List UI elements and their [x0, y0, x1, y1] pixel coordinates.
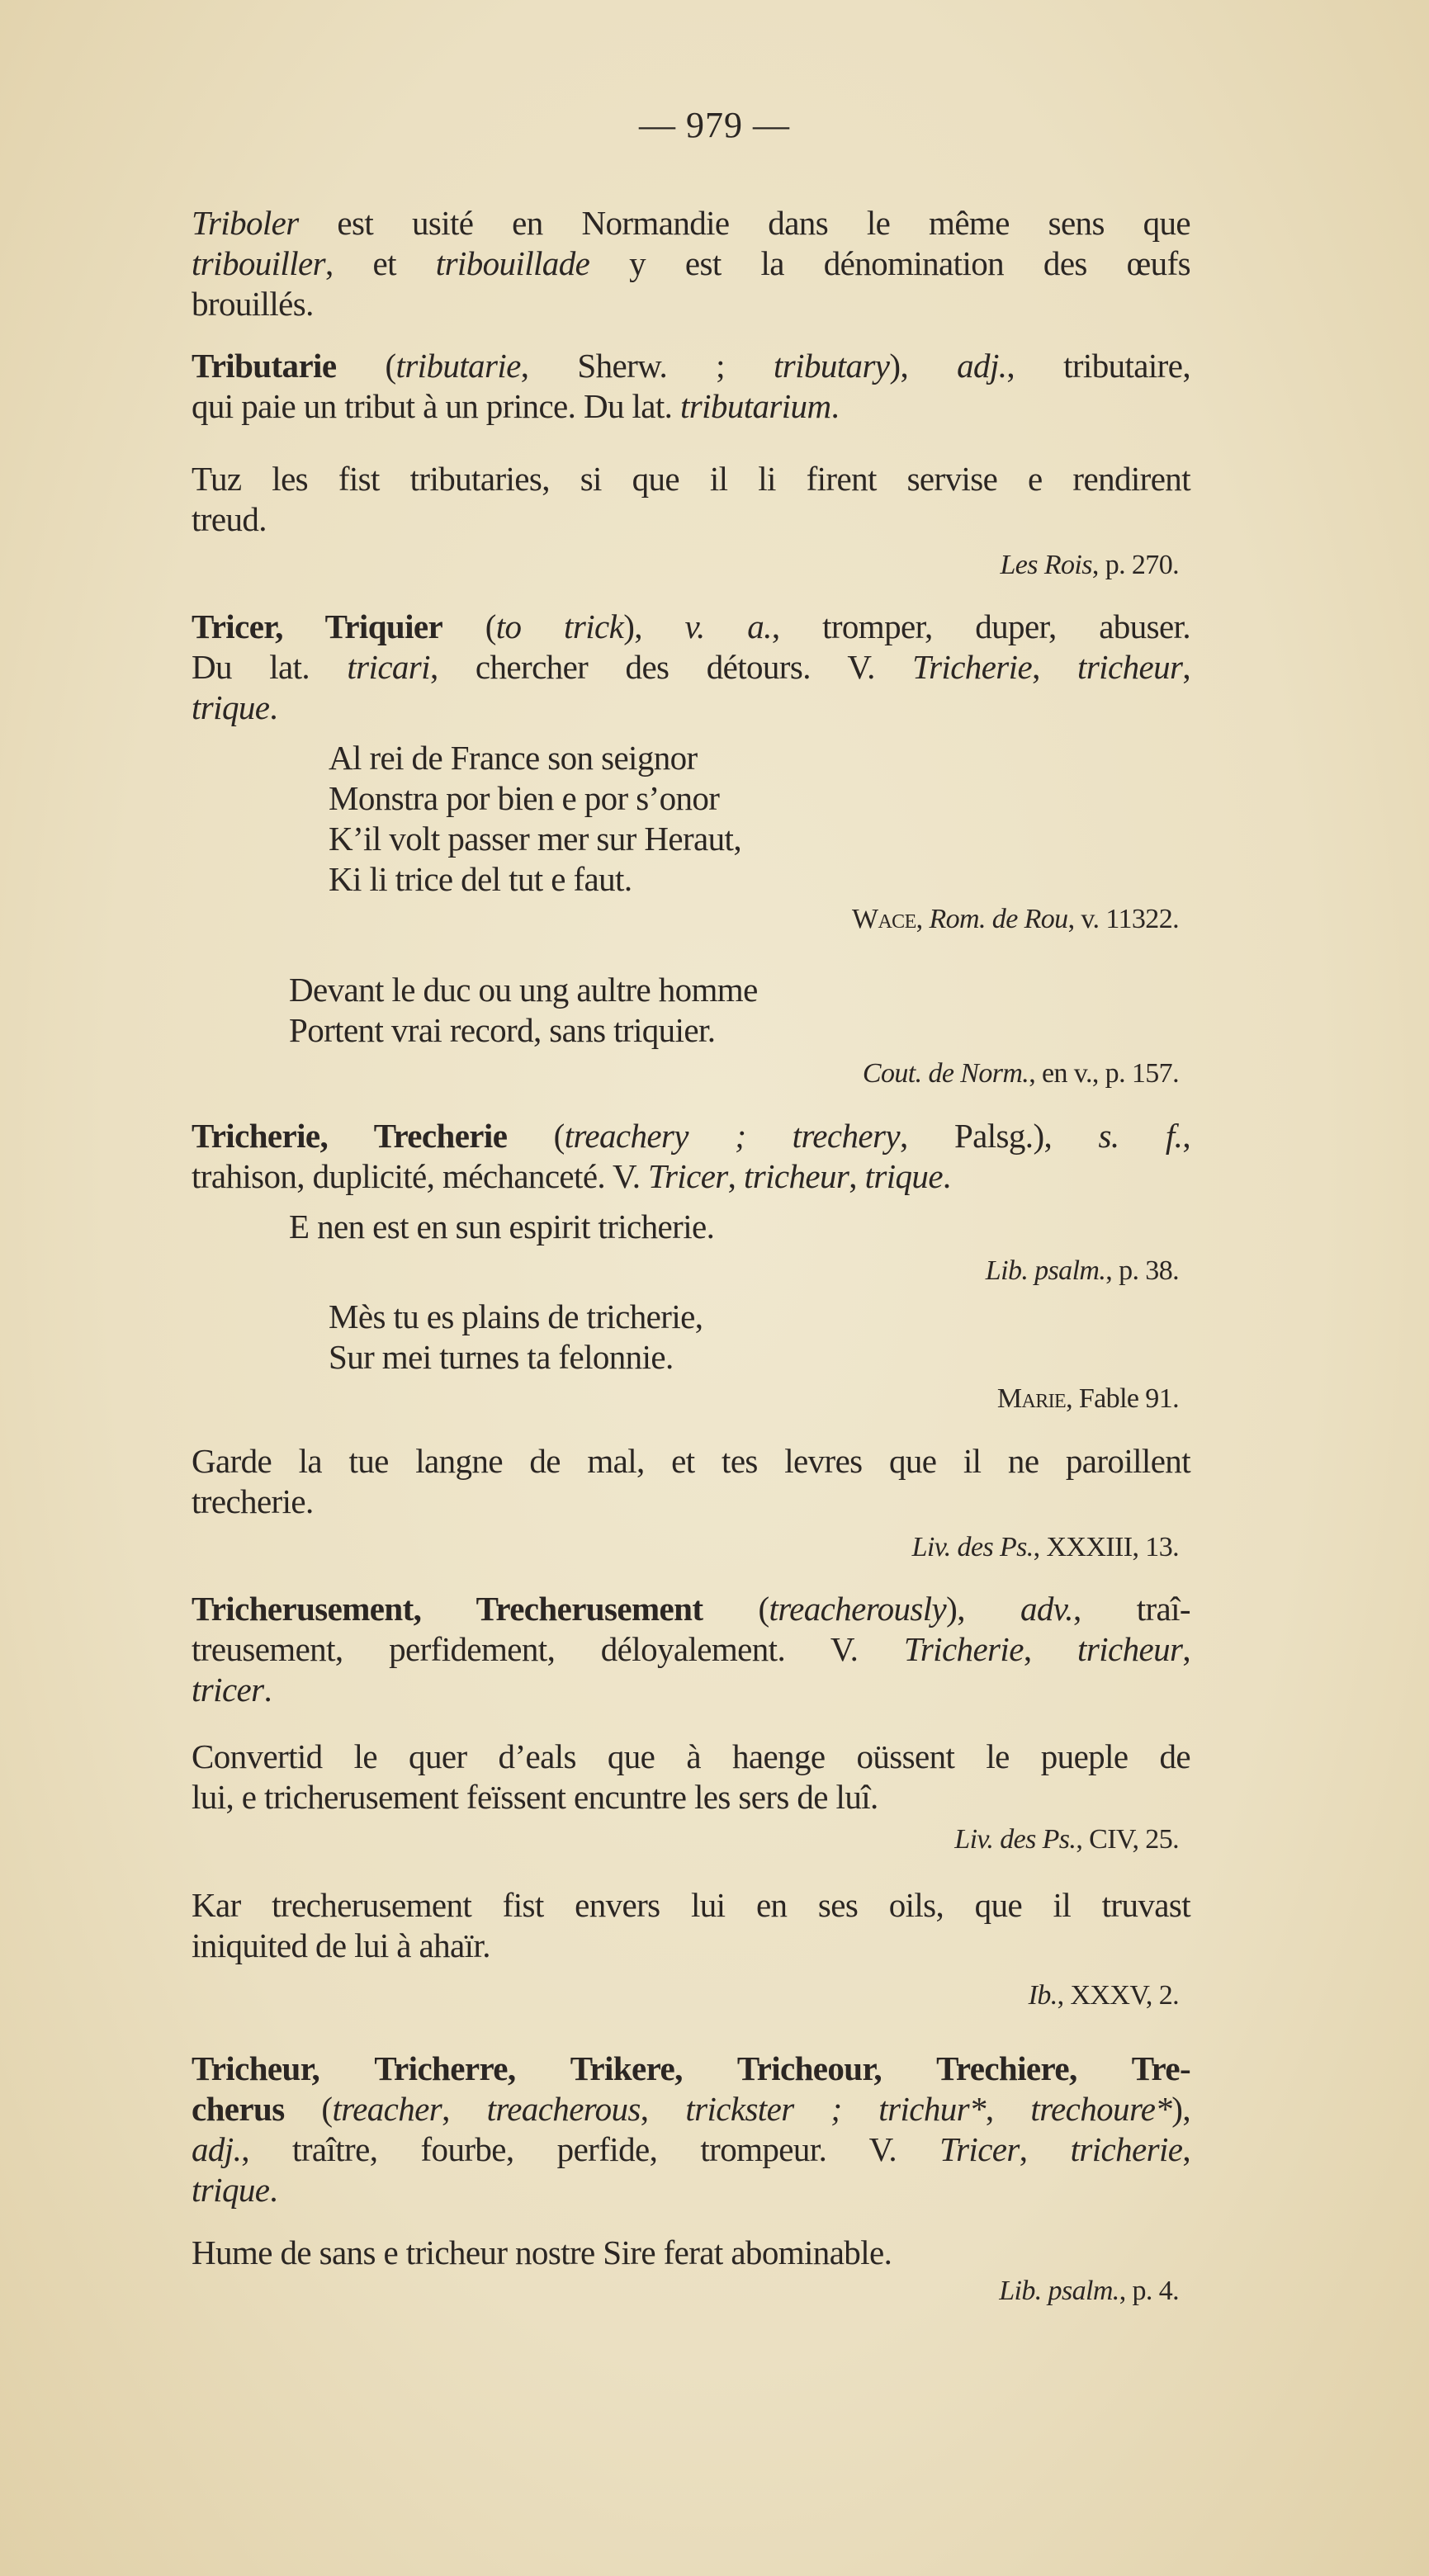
text: , Sherw. ; [520, 347, 774, 385]
text-line [289, 1207, 1190, 1247]
text: , Fable 91. [1066, 1383, 1179, 1414]
text: ( [336, 347, 396, 385]
text: ), [1171, 2090, 1190, 2128]
text: , tromper, duper, abuser. [771, 607, 1190, 645]
text-line [192, 1589, 1190, 1629]
text: ( [284, 2090, 333, 2128]
page-number: — 979 — [639, 105, 790, 145]
italic-text: tricherie [1070, 2130, 1183, 2168]
italic-text: Tricherie [903, 1630, 1024, 1668]
text: qui paie un tribut à un prince. Du lat. [192, 387, 680, 425]
text: treud. [192, 500, 267, 538]
italic-text: tricari [347, 648, 430, 686]
text-line [192, 1975, 1179, 2016]
italic-text: Rom. de Rou [929, 904, 1068, 934]
text-line [192, 1116, 1190, 1156]
text-line [192, 2170, 1190, 2210]
quotation [289, 970, 1190, 1051]
headword: cherus [192, 2090, 285, 2128]
text: ( [507, 1117, 565, 1155]
entry-paragraph [192, 1589, 1190, 1710]
headword: Tricherusement, Trecherusement [192, 1590, 703, 1628]
headword: Tricer, Triquier [192, 607, 443, 645]
text: Devant le duc ou ung aultre homme [289, 971, 758, 1009]
italic-text: trique [192, 688, 270, 726]
text: , [1023, 1630, 1078, 1668]
text-line [192, 1441, 1190, 1482]
text: Du lat. [192, 648, 348, 686]
italic-text: tribouiller [192, 244, 325, 282]
text: , XXXIII, 13. [1033, 1532, 1179, 1562]
text: Al rei de France son seignor [329, 739, 698, 777]
entry-paragraph [192, 2233, 1190, 2273]
italic-text: treacherous [486, 2090, 641, 2128]
text: . [269, 2171, 277, 2209]
italic-text: Lib. psalm. [999, 2276, 1119, 2306]
text-line [329, 819, 1190, 859]
headword: Tricheur, Tricherre, Trikere, Tricheour, Trechiere, Tre- [192, 2049, 1190, 2087]
text: Mès tu es plains de tricherie, [329, 1297, 703, 1335]
text-line [192, 2233, 1190, 2273]
text: , [985, 2090, 1031, 2128]
text: , p. 38. [1105, 1255, 1179, 1286]
text: . [269, 688, 277, 726]
italic-text: Tricherie [912, 648, 1033, 686]
italic-text: Les Rois [1000, 550, 1092, 580]
italic-text: trique [864, 1157, 943, 1195]
italic-text: adj. [957, 347, 1007, 385]
text-line [192, 545, 1179, 585]
text: ), [946, 1590, 1020, 1628]
text-line [192, 284, 1190, 324]
entry-paragraph [192, 2049, 1190, 2210]
text: K’il volt passer mer sur Heraut, [329, 820, 741, 858]
italic-text: tricheur [743, 1157, 849, 1195]
citation [192, 899, 1179, 937]
text-line [289, 1010, 1190, 1051]
text-line [192, 2129, 1190, 2170]
italic-text: Ib. [1028, 1980, 1058, 2011]
italic-text: treacher [332, 2090, 442, 2128]
italic-text: adj. [192, 2130, 242, 2168]
text: , [640, 2090, 686, 2128]
text-line [329, 1297, 1190, 1337]
italic-text: trickster ; trichur* [685, 2090, 986, 2128]
text: treusement, perfidement, déloyalement. V. [192, 1630, 904, 1668]
text: ), [889, 347, 958, 385]
text: Kar trecherusement fist envers lui en ses oils, que il truvast [192, 1886, 1190, 1924]
text: est usité en Normandie dans le même sens que [298, 204, 1190, 242]
text-line [192, 607, 1190, 647]
text: E nen est en sun espirit tricherie. [289, 1208, 715, 1245]
text: trecherie. [192, 1482, 314, 1520]
text-line [192, 2089, 1190, 2129]
italic-text: tricheur [1077, 648, 1183, 686]
text-line [329, 738, 1190, 778]
text: ), [623, 607, 685, 645]
text-line [192, 1482, 1190, 1522]
text-line [192, 1250, 1179, 1291]
text-line [192, 386, 1190, 427]
text-line [289, 970, 1190, 1010]
italic-text: tribouillade [435, 244, 590, 282]
text: , [1182, 1117, 1190, 1155]
text-line [192, 2271, 1179, 2311]
text: , chercher des détours. V. [429, 648, 913, 686]
text: Sur mei turnes ta felonnie. [329, 1338, 674, 1376]
text: ( [703, 1590, 769, 1628]
text: . [830, 387, 840, 425]
text-line [192, 243, 1190, 284]
quotation [329, 738, 1190, 900]
text: , [1032, 648, 1078, 686]
text-line [192, 1670, 1190, 1710]
italic-text: Triboler [192, 204, 299, 242]
text: , [1182, 1630, 1190, 1668]
text: lui, e tricherusement feïssent encuntre les sers de luî. [192, 1778, 878, 1816]
italic-text: tributarie [395, 347, 521, 385]
entry-paragraph [192, 607, 1190, 728]
entry-paragraph [192, 1441, 1190, 1522]
text-line [192, 1737, 1190, 1777]
text-line [192, 1885, 1190, 1926]
text: , [916, 904, 930, 934]
text: , Palsg.), [899, 1117, 1099, 1155]
text: Convertid le quer d’eals que à haenge oüssent le pueple de [192, 1737, 1190, 1775]
text: , traî- [1072, 1590, 1190, 1628]
text: y est la dénomination des œufs [589, 244, 1190, 282]
text: , p. 270. [1091, 550, 1179, 580]
text: ( [442, 607, 496, 645]
text: , en v., p. 157. [1029, 1058, 1179, 1089]
entry-paragraph [192, 1116, 1190, 1197]
text: , [442, 2090, 487, 2128]
text: Tuz les fist tributaries, si que il li firent servise e rendirent [192, 460, 1190, 498]
italic-text: treacherously [769, 1590, 947, 1628]
italic-text: Liv. des Ps. [954, 1824, 1076, 1855]
text: . [942, 1157, 951, 1195]
text: , [849, 1157, 865, 1195]
text: Ki li trice del tut e faut. [329, 860, 632, 898]
entry-paragraph [192, 1737, 1190, 1817]
text-line [192, 899, 1179, 939]
text-line [192, 2049, 1190, 2089]
text-line [329, 778, 1190, 819]
citation [192, 1378, 1179, 1416]
citation [192, 545, 1179, 583]
citation [192, 1527, 1179, 1565]
text: Portent vrai record, sans triquier. [289, 1011, 716, 1049]
italic-text: treachery ; trechery [564, 1117, 900, 1155]
italic-text: trechoure* [1030, 2090, 1172, 2128]
italic-text: Tricer [648, 1157, 728, 1195]
text-line [329, 859, 1190, 900]
text-line [192, 1053, 1179, 1094]
text: , p. 4. [1119, 2276, 1179, 2306]
text-line [192, 459, 1190, 499]
italic-text: v. a. [684, 607, 772, 645]
entry-paragraph [192, 459, 1190, 540]
citation [192, 1975, 1179, 2013]
quotation [289, 1207, 1190, 1247]
text: . [263, 1671, 272, 1709]
text-line [192, 346, 1190, 386]
headword: Tributarie [192, 347, 337, 385]
text: , [1182, 648, 1190, 686]
text-line [192, 688, 1190, 728]
text: Hume de sans e tricheur nostre Sire ferat abominable. [192, 2233, 892, 2271]
citation [192, 2271, 1179, 2309]
entry-paragraph [192, 346, 1190, 427]
text: , XXXV, 2. [1057, 1980, 1179, 2011]
entry-paragraph [192, 203, 1190, 324]
entry-paragraph [192, 1885, 1190, 1966]
italic-text: to trick [495, 607, 624, 645]
text-line [192, 1777, 1190, 1817]
author-name: Wace [851, 904, 916, 934]
italic-text: Lib. psalm. [985, 1255, 1106, 1286]
text: , [1019, 2130, 1071, 2168]
text-line [192, 1527, 1179, 1567]
text-line [192, 1926, 1190, 1966]
text: , tributaire, [1006, 347, 1190, 385]
text-line [329, 1337, 1190, 1378]
citation [192, 1053, 1179, 1091]
citation [192, 1819, 1179, 1857]
citation [192, 1250, 1179, 1288]
text: trahison, duplicité, méchanceté. V. [192, 1157, 649, 1195]
italic-text: s. f. [1098, 1117, 1183, 1155]
text: , traître, fourbe, perfide, trompeur. V. [241, 2130, 940, 2168]
italic-text: tributary [774, 347, 890, 385]
quotation [329, 1297, 1190, 1378]
text-line [192, 1819, 1179, 1860]
text: iniquited de lui à ahaïr. [192, 1926, 490, 1964]
italic-text: trique [192, 2171, 270, 2209]
italic-text: Cout. de Norm. [862, 1058, 1029, 1089]
text-line [192, 1378, 1179, 1419]
text: , [727, 1157, 744, 1195]
text: , [1182, 2130, 1190, 2168]
author-name: Marie [996, 1383, 1067, 1414]
text: , v. 11322. [1067, 904, 1179, 934]
text-line [192, 499, 1190, 540]
italic-text: tricheur [1077, 1630, 1183, 1668]
text-line [192, 1156, 1190, 1197]
text: Garde la tue langne de mal, et tes levres que il ne paroillent [192, 1442, 1190, 1480]
italic-text: Liv. des Ps. [911, 1532, 1034, 1562]
text: Monstra por bien e por s’onor [329, 779, 720, 817]
text-line [192, 203, 1190, 243]
text: , CIV, 25. [1076, 1824, 1179, 1855]
italic-text: adv. [1020, 1590, 1073, 1628]
italic-text: tributarium [679, 387, 831, 425]
text: , et [324, 244, 436, 282]
text-line [192, 647, 1190, 688]
text: brouillés. [192, 285, 314, 323]
italic-text: tricer [192, 1671, 264, 1709]
headword: Tricherie, Trecherie [192, 1117, 508, 1155]
text-line [192, 1629, 1190, 1670]
italic-text: Tricer [939, 2130, 1020, 2168]
